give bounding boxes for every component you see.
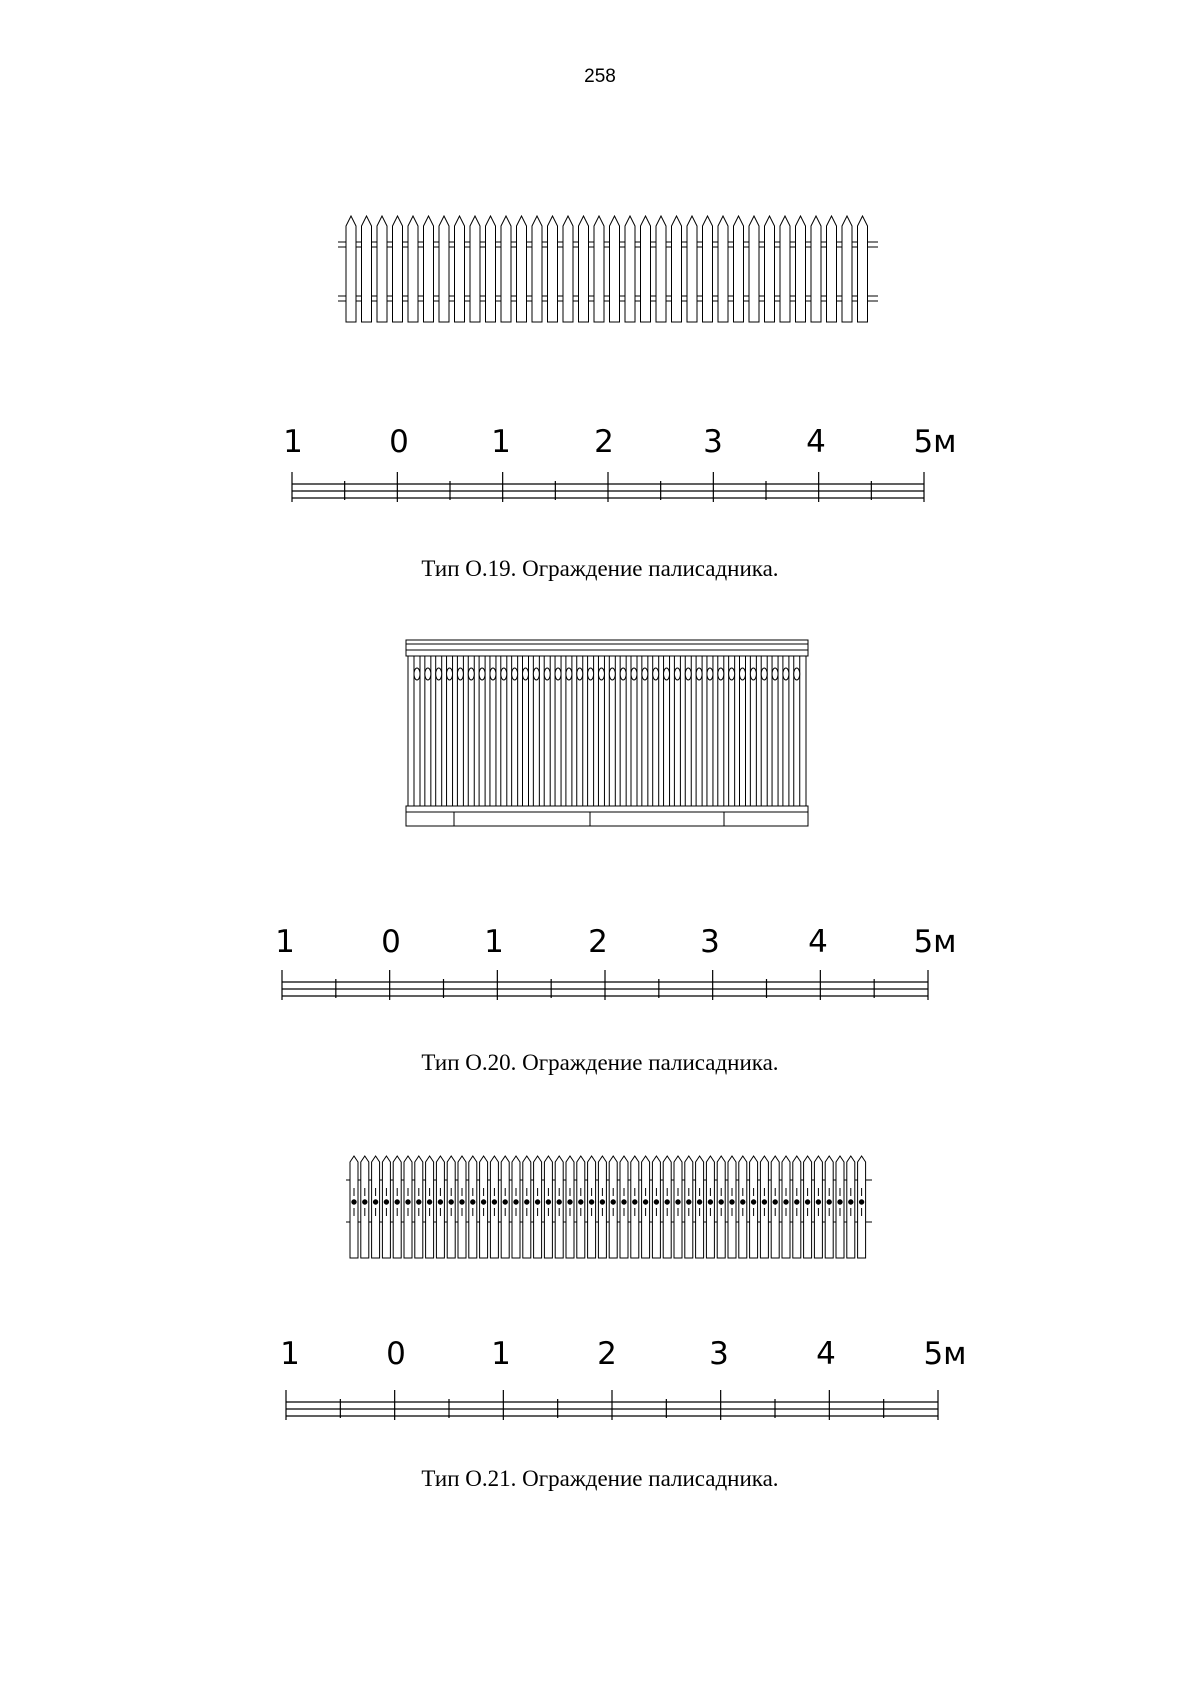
fence-picket (631, 1156, 639, 1258)
fence-picket (672, 216, 682, 322)
fence-baluster-knob (729, 668, 735, 680)
fence-baluster-knob (436, 668, 442, 680)
fence-baluster-knob (664, 668, 670, 680)
fence-baluster-knob (555, 668, 561, 680)
fence-picket (750, 1156, 758, 1258)
fence-ornament (784, 1200, 788, 1204)
fence-picket (641, 216, 651, 322)
fence-picket (858, 216, 868, 322)
fence-ornament (395, 1200, 399, 1204)
fence-picket (490, 1156, 498, 1258)
fence-ornament (600, 1200, 604, 1204)
fence-ornament (460, 1200, 464, 1204)
fence-baluster-knob (740, 668, 746, 680)
fence-picket (804, 1156, 812, 1258)
fence-ornament (557, 1200, 561, 1204)
fence-picket (594, 216, 604, 322)
fence-picket (424, 216, 434, 322)
fence-picket (523, 1156, 531, 1258)
fence-picket (455, 216, 465, 322)
fence-baluster-knob (794, 668, 800, 680)
scale-label: 1 (491, 1336, 511, 1372)
fence-picket (436, 1156, 444, 1258)
fence-picket (793, 1156, 801, 1258)
fence-picket (426, 1156, 434, 1258)
fence-picket (447, 1156, 455, 1258)
fence-picket (588, 1156, 596, 1258)
fence-picket (642, 1156, 650, 1258)
fence-picket (439, 216, 449, 322)
fence-baluster-knob (533, 668, 539, 680)
fence-picket (415, 1156, 423, 1258)
fence-picket (577, 1156, 585, 1258)
fence-picket (512, 1156, 520, 1258)
fence-ornament (589, 1200, 593, 1204)
fence-bottom-rail (406, 806, 808, 812)
fence-picket (827, 216, 837, 322)
fence-baluster-knob (783, 668, 789, 680)
scale-label: 5м (923, 1336, 967, 1372)
fence-picket (687, 216, 697, 322)
fence-ornament (730, 1200, 734, 1204)
fence-ornament (719, 1200, 723, 1204)
fence-baluster-knob (674, 668, 680, 680)
scale-label: 2 (594, 424, 614, 460)
fence-baluster-knob (544, 668, 550, 680)
fence-picket (566, 1156, 574, 1258)
scale-label: 1 (283, 424, 303, 460)
scale-label: 1 (280, 1336, 300, 1372)
fence-picket (555, 1156, 563, 1258)
scale-label: 1 (491, 424, 511, 460)
fence-picket (718, 216, 728, 322)
fence-picket (598, 1156, 606, 1258)
fence-ornament (741, 1200, 745, 1204)
fence-ornament (373, 1200, 377, 1204)
fence-ornament (708, 1200, 712, 1204)
fence-drawing-o20 (402, 636, 812, 838)
scale-label: 0 (386, 1336, 406, 1372)
scale-label: 0 (381, 924, 401, 960)
scale-label: 1 (275, 924, 295, 960)
fence-picket (393, 216, 403, 322)
fence-picket (544, 1156, 552, 1258)
fence-picket (728, 1156, 736, 1258)
fence-picket (796, 216, 806, 322)
fence-baluster-knob (523, 668, 529, 680)
fence-picket (404, 1156, 412, 1258)
fence-ornament (579, 1200, 583, 1204)
fence-ornament (816, 1200, 820, 1204)
fence-ornament (449, 1200, 453, 1204)
scale-label: 4 (816, 1336, 836, 1372)
fence-picket (458, 1156, 466, 1258)
fence-picket (563, 216, 573, 322)
fence-picket (480, 1156, 488, 1258)
scale-label: 2 (588, 924, 608, 960)
fence-picket (836, 1156, 844, 1258)
fence-picket (656, 216, 666, 322)
scale-label: 3 (709, 1336, 729, 1372)
fence-ornament (438, 1200, 442, 1204)
fence-base-board (406, 812, 808, 826)
fence-ornament (481, 1200, 485, 1204)
fence-ornament (384, 1200, 388, 1204)
fence-picket (532, 216, 542, 322)
fence-ornament (568, 1200, 572, 1204)
fence-picket (620, 1156, 628, 1258)
fence-baluster-knob (512, 668, 518, 680)
fence-picket (579, 216, 589, 322)
fence-picket (734, 216, 744, 322)
fence-picket (814, 1156, 822, 1258)
scale-labels-o20 (0, 924, 1200, 964)
fence-baluster-knob (750, 668, 756, 680)
scale-bar-o20 (280, 968, 930, 1008)
figure-caption-o21: Тип О.21. Ограждение палисадника. (421, 1466, 779, 1491)
fence-baluster-knob (425, 668, 431, 680)
scale-label: 5м (913, 924, 957, 960)
figure-caption-o19: Тип О.19. Ограждение палисадника. (421, 556, 779, 581)
fence-picket (703, 216, 713, 322)
fence-picket (858, 1156, 866, 1258)
fence-ornament (363, 1200, 367, 1204)
scale-label: 1 (484, 924, 504, 960)
fence-picket (372, 1156, 380, 1258)
fence-picket (486, 216, 496, 322)
fence-baluster-knob (490, 668, 496, 680)
fence-picket (470, 216, 480, 322)
fence-picket (408, 216, 418, 322)
fence-baluster-knob (598, 668, 604, 680)
scale-label: 4 (806, 424, 826, 460)
fence-picket (760, 1156, 768, 1258)
fence-picket (782, 1156, 790, 1258)
fence-baluster-knob (631, 668, 637, 680)
fence-picket (771, 1156, 779, 1258)
fence-baluster-knob (447, 668, 453, 680)
fence-picket (377, 216, 387, 322)
scale-labels-o19 (0, 424, 1200, 464)
fence-picket (346, 216, 356, 322)
fence-ornament (492, 1200, 496, 1204)
fence-picket (548, 216, 558, 322)
fence-baluster-knob (468, 668, 474, 680)
fence-picket (534, 1156, 542, 1258)
fence-ornament (514, 1200, 518, 1204)
fence-baluster-knob (588, 668, 594, 680)
fence-ornament (503, 1200, 507, 1204)
fence-picket (825, 1156, 833, 1258)
fence-picket (717, 1156, 725, 1258)
fence-baluster-knob (457, 668, 463, 680)
fence-ornament (643, 1200, 647, 1204)
fence-picket (501, 216, 511, 322)
fence-baluster-knob (718, 668, 724, 680)
fence-picket (393, 1156, 401, 1258)
fence-ornament (417, 1200, 421, 1204)
fence-picket (663, 1156, 671, 1258)
fence-ornament (665, 1200, 669, 1204)
scale-label: 2 (597, 1336, 617, 1372)
fence-ornament (546, 1200, 550, 1204)
fence-picket (780, 216, 790, 322)
figure-caption-o20: Тип О.20. Ограждение палисадника. (421, 1050, 779, 1075)
fence-ornament (838, 1200, 842, 1204)
fence-ornament (406, 1200, 410, 1204)
fence-ornament (859, 1200, 863, 1204)
fence-top-rail (406, 640, 808, 650)
scale-label: 4 (808, 924, 828, 960)
fence-baluster-knob (479, 668, 485, 680)
fence-picket (749, 216, 759, 322)
fence-ornament (687, 1200, 691, 1204)
fence-picket (382, 1156, 390, 1258)
fence-ornament (352, 1200, 356, 1204)
fence-baluster-knob (685, 668, 691, 680)
fence-ornament (697, 1200, 701, 1204)
fence-baluster-knob (772, 668, 778, 680)
scale-label: 0 (389, 424, 409, 460)
fence-ornament (751, 1200, 755, 1204)
fence-ornament (795, 1200, 799, 1204)
fence-picket (610, 216, 620, 322)
fence-picket (361, 1156, 369, 1258)
scale-labels-o21 (0, 1336, 1200, 1376)
fence-picket (696, 1156, 704, 1258)
fence-drawing-o21 (344, 1150, 874, 1262)
scale-bar-o21 (284, 1388, 940, 1428)
scale-label: 5м (913, 424, 957, 460)
fence-ornament (525, 1200, 529, 1204)
fence-picket (765, 216, 775, 322)
fence-baluster-knob (620, 668, 626, 680)
fence-picket (706, 1156, 714, 1258)
fence-top-rail (406, 650, 808, 656)
fence-picket (674, 1156, 682, 1258)
fence-baluster-knob (761, 668, 767, 680)
fence-baluster-knob (642, 668, 648, 680)
fence-drawing-o19 (338, 210, 878, 325)
fence-baluster-knob (609, 668, 615, 680)
fence-ornament (471, 1200, 475, 1204)
fence-ornament (633, 1200, 637, 1204)
fence-baluster-knob (501, 668, 507, 680)
fence-picket (517, 216, 527, 322)
fence-picket (847, 1156, 855, 1258)
fence-ornament (622, 1200, 626, 1204)
fence-picket (362, 216, 372, 322)
fence-ornament (762, 1200, 766, 1204)
fence-ornament (827, 1200, 831, 1204)
fence-picket (811, 216, 821, 322)
fence-baluster-knob (696, 668, 702, 680)
scale-label: 3 (700, 924, 720, 960)
fence-ornament (849, 1200, 853, 1204)
fence-baluster-knob (577, 668, 583, 680)
fence-picket (501, 1156, 509, 1258)
fence-baluster-knob (414, 668, 420, 680)
page-number: 258 (584, 66, 616, 87)
fence-ornament (805, 1200, 809, 1204)
fence-picket (350, 1156, 358, 1258)
fence-picket (625, 216, 635, 322)
fence-picket (685, 1156, 693, 1258)
fence-picket (652, 1156, 660, 1258)
fence-ornament (676, 1200, 680, 1204)
fence-ornament (654, 1200, 658, 1204)
fence-ornament (773, 1200, 777, 1204)
fence-picket (739, 1156, 747, 1258)
fence-ornament (535, 1200, 539, 1204)
fence-picket (609, 1156, 617, 1258)
fence-picket (469, 1156, 477, 1258)
scale-label: 3 (703, 424, 723, 460)
fence-baluster-knob (566, 668, 572, 680)
fence-ornament (427, 1200, 431, 1204)
fence-baluster-knob (653, 668, 659, 680)
scale-bar-o19 (290, 470, 926, 510)
fence-ornament (611, 1200, 615, 1204)
fence-picket (842, 216, 852, 322)
fence-baluster-knob (707, 668, 713, 680)
